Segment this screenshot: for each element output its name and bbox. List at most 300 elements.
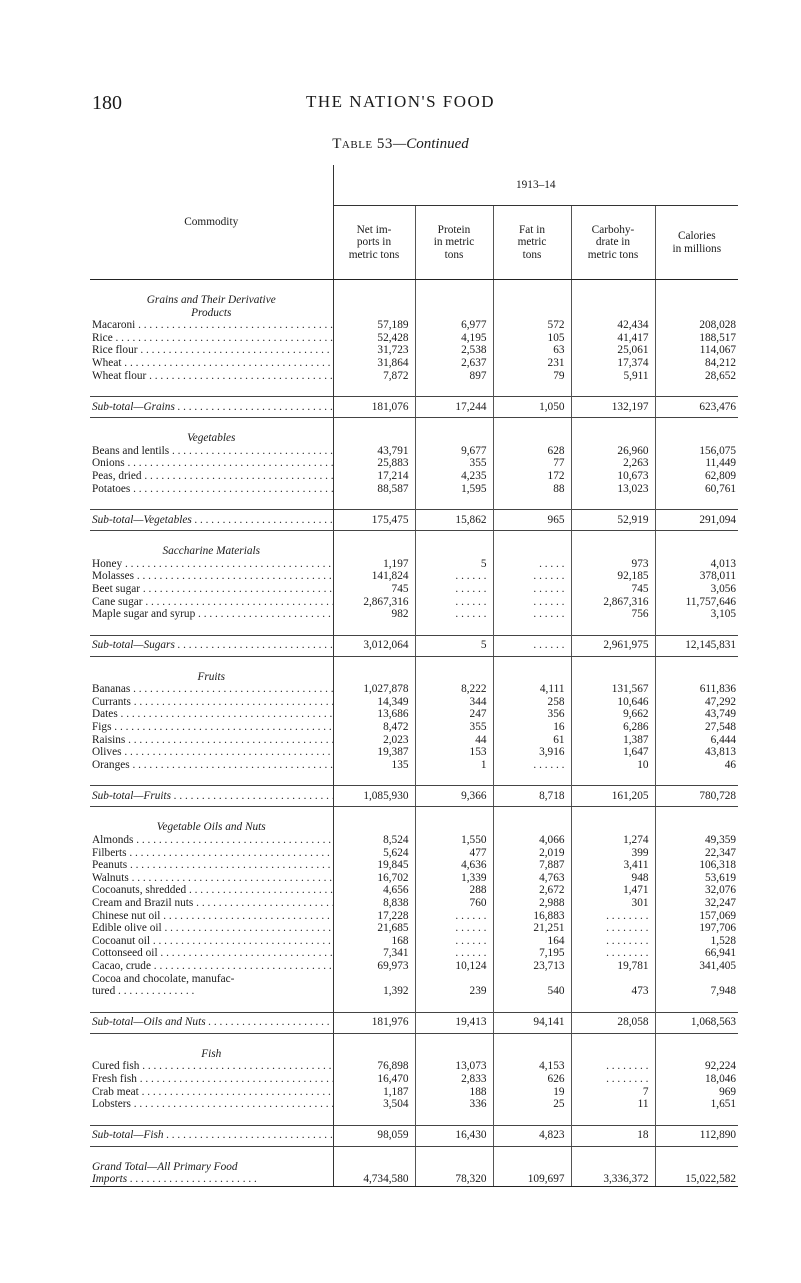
category-row [90, 294, 738, 319]
empty-cell [655, 294, 738, 319]
value-cell: 13,686 [333, 708, 415, 721]
spacer-row [90, 807, 738, 822]
value-cell: 1,595 [415, 483, 493, 496]
value-cell: 32,076 [704, 884, 737, 897]
table-row [90, 746, 738, 759]
spacer-cell [655, 621, 738, 636]
value-cell: . . . . . . [415, 596, 493, 609]
empty-cell [333, 294, 415, 319]
spacer-row [90, 280, 738, 295]
empty-cell [571, 545, 655, 558]
value-cell: 3,504 [333, 1098, 415, 1111]
value-cell: 5 [415, 558, 493, 571]
spacer-cell [333, 382, 415, 397]
commodity-name: Peas, dried . . . [90, 470, 333, 483]
spacer-cell [571, 771, 655, 786]
commodity-name: Rice . . . [90, 332, 333, 345]
spacer-cell [571, 998, 655, 1013]
value-cell: 26,960 [571, 445, 655, 458]
table-row [90, 370, 738, 383]
spacer-cell [333, 418, 415, 433]
value-cell: 21,251 [493, 922, 571, 935]
value-cell: 15,862 [415, 510, 493, 531]
value-cell: 197,706 [699, 922, 737, 935]
commodity-name: Cocoanut oil . . . [90, 935, 333, 948]
category-title: Fish [90, 1048, 333, 1061]
value-cell: 2,672 [493, 884, 571, 897]
spacer-row [90, 1146, 738, 1161]
value-cell: 52,428 [333, 332, 415, 345]
spacer-cell [90, 495, 333, 510]
commodity-name: Cacao, crude . . . [90, 960, 333, 973]
value-cell: 239 [415, 973, 493, 998]
table-row [90, 1060, 738, 1073]
table-row [90, 332, 738, 345]
subtotal-row [90, 510, 738, 531]
value-cell: 11 [571, 1098, 655, 1111]
subtotal-label: Sub-total—Fish . . . [90, 1125, 333, 1146]
spacer-cell [333, 771, 415, 786]
value-cell: 258 [493, 696, 571, 709]
category-title: Vegetable Oils and Nuts [90, 821, 333, 834]
value-cell: 27,548 [704, 721, 737, 734]
value-cell: 10,646 [571, 696, 655, 709]
value-cell: . . . . . . [415, 935, 493, 948]
value-cell: 19,845 [333, 859, 415, 872]
spacer-cell [333, 1033, 415, 1048]
value-cell: 7,341 [333, 947, 415, 960]
value-cell: 43,813 [704, 746, 737, 759]
value-cell: 25 [493, 1098, 571, 1111]
value-cell: . . . . . . [415, 583, 493, 596]
commodity-name: Beans and lentils . . . [90, 445, 333, 458]
value-cell: 7,872 [333, 370, 415, 383]
value-cell: 188 [415, 1086, 493, 1099]
value-cell: 92,224 [704, 1060, 737, 1073]
value-cell: 7,948 [710, 985, 737, 998]
value-cell: 157,069 [699, 909, 737, 922]
commodity-name: Honey . . . [90, 558, 333, 571]
value-cell: 4,823 [493, 1125, 571, 1146]
value-cell: 168 [333, 935, 415, 948]
value-cell: 399 [571, 847, 655, 860]
value-cell: 540 [493, 973, 571, 998]
value-cell: 66,941 [704, 947, 737, 960]
spacer-cell [333, 531, 415, 546]
value-cell: 17,214 [333, 470, 415, 483]
column-header: Fat in metric tons [493, 206, 571, 280]
value-cell: 131,567 [571, 683, 655, 696]
value-cell: 78,320 [415, 1161, 493, 1187]
spacer-cell [90, 807, 333, 822]
table-row [90, 759, 738, 772]
table-row [90, 1098, 738, 1111]
value-cell: . . . . . . [493, 583, 571, 596]
value-cell: 8,222 [415, 683, 493, 696]
value-cell: 3,056 [710, 582, 737, 595]
value-cell: 47,292 [704, 695, 737, 708]
value-cell: 7 [571, 1086, 655, 1099]
value-cell: 628 [493, 445, 571, 458]
value-cell: . . . . . . [415, 910, 493, 923]
value-cell: 31,864 [333, 357, 415, 370]
spacer-cell [415, 771, 493, 786]
spacer-cell [571, 621, 655, 636]
empty-cell [415, 1048, 493, 1061]
value-cell: 92,185 [571, 570, 655, 583]
subtotal-row [90, 1125, 738, 1146]
spacer-cell [493, 495, 571, 510]
value-cell: 112,890 [655, 1125, 738, 1146]
value-cell: 132,197 [571, 397, 655, 418]
value-cell: 1,085,930 [333, 786, 415, 807]
subtotal-label: Sub-total—Grains . . . [90, 397, 333, 418]
spacer-cell [655, 1111, 738, 1126]
value-cell: 2,961,975 [571, 635, 655, 656]
value-cell: . . . . . . [493, 635, 571, 656]
value-cell: 13,023 [571, 483, 655, 496]
table-row [90, 922, 738, 935]
spacer-cell [415, 1111, 493, 1126]
spacer-cell [655, 495, 738, 510]
value-cell: 9,366 [415, 786, 493, 807]
spacer-cell [415, 531, 493, 546]
category-title: Vegetables [90, 432, 333, 445]
commodity-name: Walnuts . . . [90, 872, 333, 885]
spacer-cell [90, 531, 333, 546]
subtotal-row [90, 635, 738, 656]
commodity-name: Raisins . . . [90, 734, 333, 747]
empty-cell [655, 432, 738, 445]
spacer-cell [90, 998, 333, 1013]
table-row [90, 847, 738, 860]
value-cell: 756 [571, 608, 655, 621]
table-title [0, 136, 801, 153]
spacer-cell [90, 621, 333, 636]
value-cell: 208,028 [699, 319, 737, 332]
commodity-name: Chinese nut oil . . . [90, 910, 333, 923]
empty-cell [655, 821, 738, 834]
value-cell: 94,141 [493, 1012, 571, 1033]
value-cell: 4,066 [493, 834, 571, 847]
table-row [90, 960, 738, 973]
value-cell: 12,145,831 [655, 635, 738, 656]
value-cell: 43,791 [333, 445, 415, 458]
value-cell: 41,417 [571, 332, 655, 345]
value-cell: 23,713 [493, 960, 571, 973]
empty-cell [493, 545, 571, 558]
empty-cell [415, 432, 493, 445]
value-cell: 18 [571, 1125, 655, 1146]
value-cell: 1,471 [571, 884, 655, 897]
category-row [90, 671, 738, 684]
value-cell: 16,430 [415, 1125, 493, 1146]
subtotal-row [90, 1012, 738, 1033]
spacer-cell [571, 1146, 655, 1161]
value-cell: 291,094 [655, 510, 738, 531]
value-cell: 4,013 [710, 557, 737, 570]
value-cell: 4,763 [493, 872, 571, 885]
table-row [90, 897, 738, 910]
value-cell: 356 [493, 708, 571, 721]
table-row [90, 558, 738, 571]
empty-cell [333, 432, 415, 445]
spacer-cell [90, 280, 333, 295]
value-cell: 16,702 [333, 872, 415, 885]
empty-cell [333, 545, 415, 558]
value-cell: 5 [415, 635, 493, 656]
value-cell: 172 [493, 470, 571, 483]
value-cell: 1,550 [415, 834, 493, 847]
table-row [90, 708, 738, 721]
spacer-cell [90, 1111, 333, 1126]
value-cell: 161,205 [571, 786, 655, 807]
table-row [90, 596, 738, 609]
empty-cell [655, 671, 738, 684]
spacer-cell [571, 382, 655, 397]
commodity-name: Oranges . . . [90, 759, 333, 772]
commodity-name: Almonds . . . [90, 834, 333, 847]
column-header: Carbohy- drate in metric tons [571, 206, 655, 280]
table-row [90, 859, 738, 872]
spacer-cell [415, 495, 493, 510]
spacer-row [90, 1033, 738, 1048]
commodity-name: Bananas . . . [90, 683, 333, 696]
spacer-cell [333, 1146, 415, 1161]
spacer-cell [493, 1111, 571, 1126]
table-header [90, 165, 738, 280]
commodity-name: Cocoanuts, shredded . . . [90, 884, 333, 897]
spacer-cell [655, 382, 738, 397]
empty-cell [333, 821, 415, 834]
value-cell: 109,697 [493, 1161, 571, 1187]
value-cell: . . . . . . . . [571, 922, 655, 935]
spacer-cell [493, 382, 571, 397]
value-cell: 22,347 [704, 846, 737, 859]
value-cell: 21,685 [333, 922, 415, 935]
table-row [90, 608, 738, 621]
value-cell: 760 [415, 897, 493, 910]
spacer-cell [493, 998, 571, 1013]
category-row [90, 432, 738, 445]
table-row [90, 834, 738, 847]
empty-cell [493, 294, 571, 319]
value-cell: 301 [571, 897, 655, 910]
table-row [90, 947, 738, 960]
spacer-cell [415, 418, 493, 433]
table-row [90, 973, 738, 998]
value-cell: 11,449 [705, 457, 737, 470]
value-cell: 6,977 [415, 319, 493, 332]
spacer-cell [333, 807, 415, 822]
commodity-name: Olives . . . [90, 746, 333, 759]
value-cell: . . . . . . [415, 947, 493, 960]
value-cell: 79 [493, 370, 571, 383]
value-cell: 1,050 [493, 397, 571, 418]
value-cell: 60,761 [704, 482, 737, 495]
spacer-cell [493, 418, 571, 433]
value-cell: 53,619 [704, 871, 737, 884]
spacer-cell [493, 621, 571, 636]
value-cell: . . . . . . . . [571, 935, 655, 948]
commodity-name: Molasses . . . [90, 570, 333, 583]
table-row [90, 483, 738, 496]
page-number: 180 [92, 92, 122, 114]
commodity-name: Cream and Brazil nuts . . . [90, 897, 333, 910]
value-cell: 3,336,372 [571, 1161, 655, 1187]
table-row [90, 583, 738, 596]
table-row [90, 683, 738, 696]
spacer-cell [571, 531, 655, 546]
value-cell: 32,247 [704, 897, 737, 909]
subtotal-label: Sub-total—Vegetables . . . [90, 510, 333, 531]
table-row [90, 1073, 738, 1086]
spacer-cell [655, 280, 738, 295]
value-cell: 156,075 [699, 444, 737, 457]
empty-cell [493, 671, 571, 684]
spacer-row [90, 621, 738, 636]
commodity-name: Maple sugar and syrup . . . [90, 608, 333, 621]
spacer-cell [655, 1146, 738, 1161]
table-row [90, 696, 738, 709]
value-cell: 626 [493, 1073, 571, 1086]
table-row [90, 470, 738, 483]
spacer-row [90, 531, 738, 546]
commodity-name: Dates . . . [90, 708, 333, 721]
value-cell: 10,673 [571, 470, 655, 483]
value-cell: 288 [415, 884, 493, 897]
value-cell: 344 [415, 696, 493, 709]
value-cell: . . . . . . . . [571, 947, 655, 960]
value-cell: 49,359 [704, 834, 737, 847]
value-cell: . . . . . . [415, 922, 493, 935]
value-cell: . . . . . . [493, 608, 571, 621]
value-cell: 355 [415, 457, 493, 470]
value-cell: 57,189 [333, 319, 415, 332]
table-row [90, 1086, 738, 1099]
value-cell: 31,723 [333, 344, 415, 357]
spacer-cell [333, 998, 415, 1013]
value-cell: 1,528 [710, 934, 737, 947]
commodity-name: Onions . . . [90, 457, 333, 470]
spacer-cell [493, 531, 571, 546]
spacer-cell [493, 1146, 571, 1161]
empty-cell [571, 821, 655, 834]
value-cell: 17,244 [415, 397, 493, 418]
value-cell: 2,867,316 [571, 596, 655, 609]
value-cell: 181,076 [333, 397, 415, 418]
value-cell: 2,833 [415, 1073, 493, 1086]
value-cell: 52,919 [571, 510, 655, 531]
spacer-row [90, 998, 738, 1013]
spacer-cell [571, 807, 655, 822]
spacer-cell [493, 771, 571, 786]
commodity-name: Filberts . . . [90, 847, 333, 860]
value-cell: . . . . . . [493, 570, 571, 583]
value-cell: 188,517 [699, 331, 737, 344]
value-cell: 1,197 [333, 558, 415, 571]
value-cell: 341,405 [699, 959, 737, 972]
table-row [90, 319, 738, 332]
value-cell: 1,651 [710, 1098, 737, 1111]
grand-total-row [90, 1161, 738, 1187]
commodity-name: Peanuts . . . [90, 859, 333, 872]
value-cell: 6,286 [571, 721, 655, 734]
commodity-name: Macaroni . . . [90, 319, 333, 332]
column-header: Protein in metric tons [415, 206, 493, 280]
value-cell: 18,046 [704, 1072, 737, 1085]
value-cell: 135 [333, 759, 415, 772]
category-title: Grains and Their Derivative Products [90, 294, 333, 319]
value-cell: 10,124 [415, 960, 493, 973]
value-cell: 4,235 [415, 470, 493, 483]
empty-cell [333, 671, 415, 684]
empty-cell [493, 432, 571, 445]
value-cell: 1,068,563 [655, 1012, 738, 1033]
commodity-name: Rice flour . . . [90, 344, 333, 357]
empty-cell [571, 1048, 655, 1061]
value-cell: 965 [493, 510, 571, 531]
value-cell: 4,111 [493, 683, 571, 696]
value-cell: 572 [493, 319, 571, 332]
value-cell: 355 [415, 721, 493, 734]
value-cell: 153 [415, 746, 493, 759]
subtotal-label: Sub-total—Sugars . . . [90, 635, 333, 656]
value-cell: 19 [493, 1086, 571, 1099]
spacer-cell [415, 656, 493, 671]
value-cell: 1,339 [415, 872, 493, 885]
value-cell: . . . . . . [415, 608, 493, 621]
empty-cell [415, 671, 493, 684]
grand-total-label: Grand Total—All Primary Food Imports . . . . . . . . . . . . . . . . . . . . . . . [90, 1161, 333, 1187]
empty-cell [655, 1048, 738, 1061]
value-cell: . . . . . [493, 558, 571, 571]
subtotal-row [90, 786, 738, 807]
spacer-row [90, 656, 738, 671]
spacer-cell [571, 418, 655, 433]
empty-cell [571, 432, 655, 445]
spacer-cell [415, 621, 493, 636]
spacer-cell [90, 1146, 333, 1161]
value-cell: 5,624 [333, 847, 415, 860]
category-title: Fruits [90, 671, 333, 684]
table-row [90, 872, 738, 885]
value-cell: 43,749 [704, 708, 737, 721]
table-row [90, 734, 738, 747]
table-row [90, 445, 738, 458]
commodity-name: Cured fish . . . [90, 1060, 333, 1073]
commodity-name: Currants . . . [90, 696, 333, 709]
value-cell: 5,911 [571, 370, 655, 383]
spacer-row [90, 771, 738, 786]
value-cell: 42,434 [571, 319, 655, 332]
value-cell: 28,058 [571, 1012, 655, 1033]
spacer-cell [571, 1033, 655, 1048]
value-cell: . . . . . . [493, 596, 571, 609]
spacer-cell [90, 771, 333, 786]
value-cell: 28,652 [704, 369, 737, 382]
spacer-cell [90, 382, 333, 397]
spacer-cell [655, 1033, 738, 1048]
commodity-name: Beet sugar . . . [90, 583, 333, 596]
spacer-cell [571, 280, 655, 295]
table-row [90, 910, 738, 923]
table-row [90, 570, 738, 583]
running-head: THE NATION'S FOOD [305, 92, 496, 111]
table-body [90, 280, 738, 1187]
spacer-cell [571, 495, 655, 510]
spacer-cell [333, 656, 415, 671]
